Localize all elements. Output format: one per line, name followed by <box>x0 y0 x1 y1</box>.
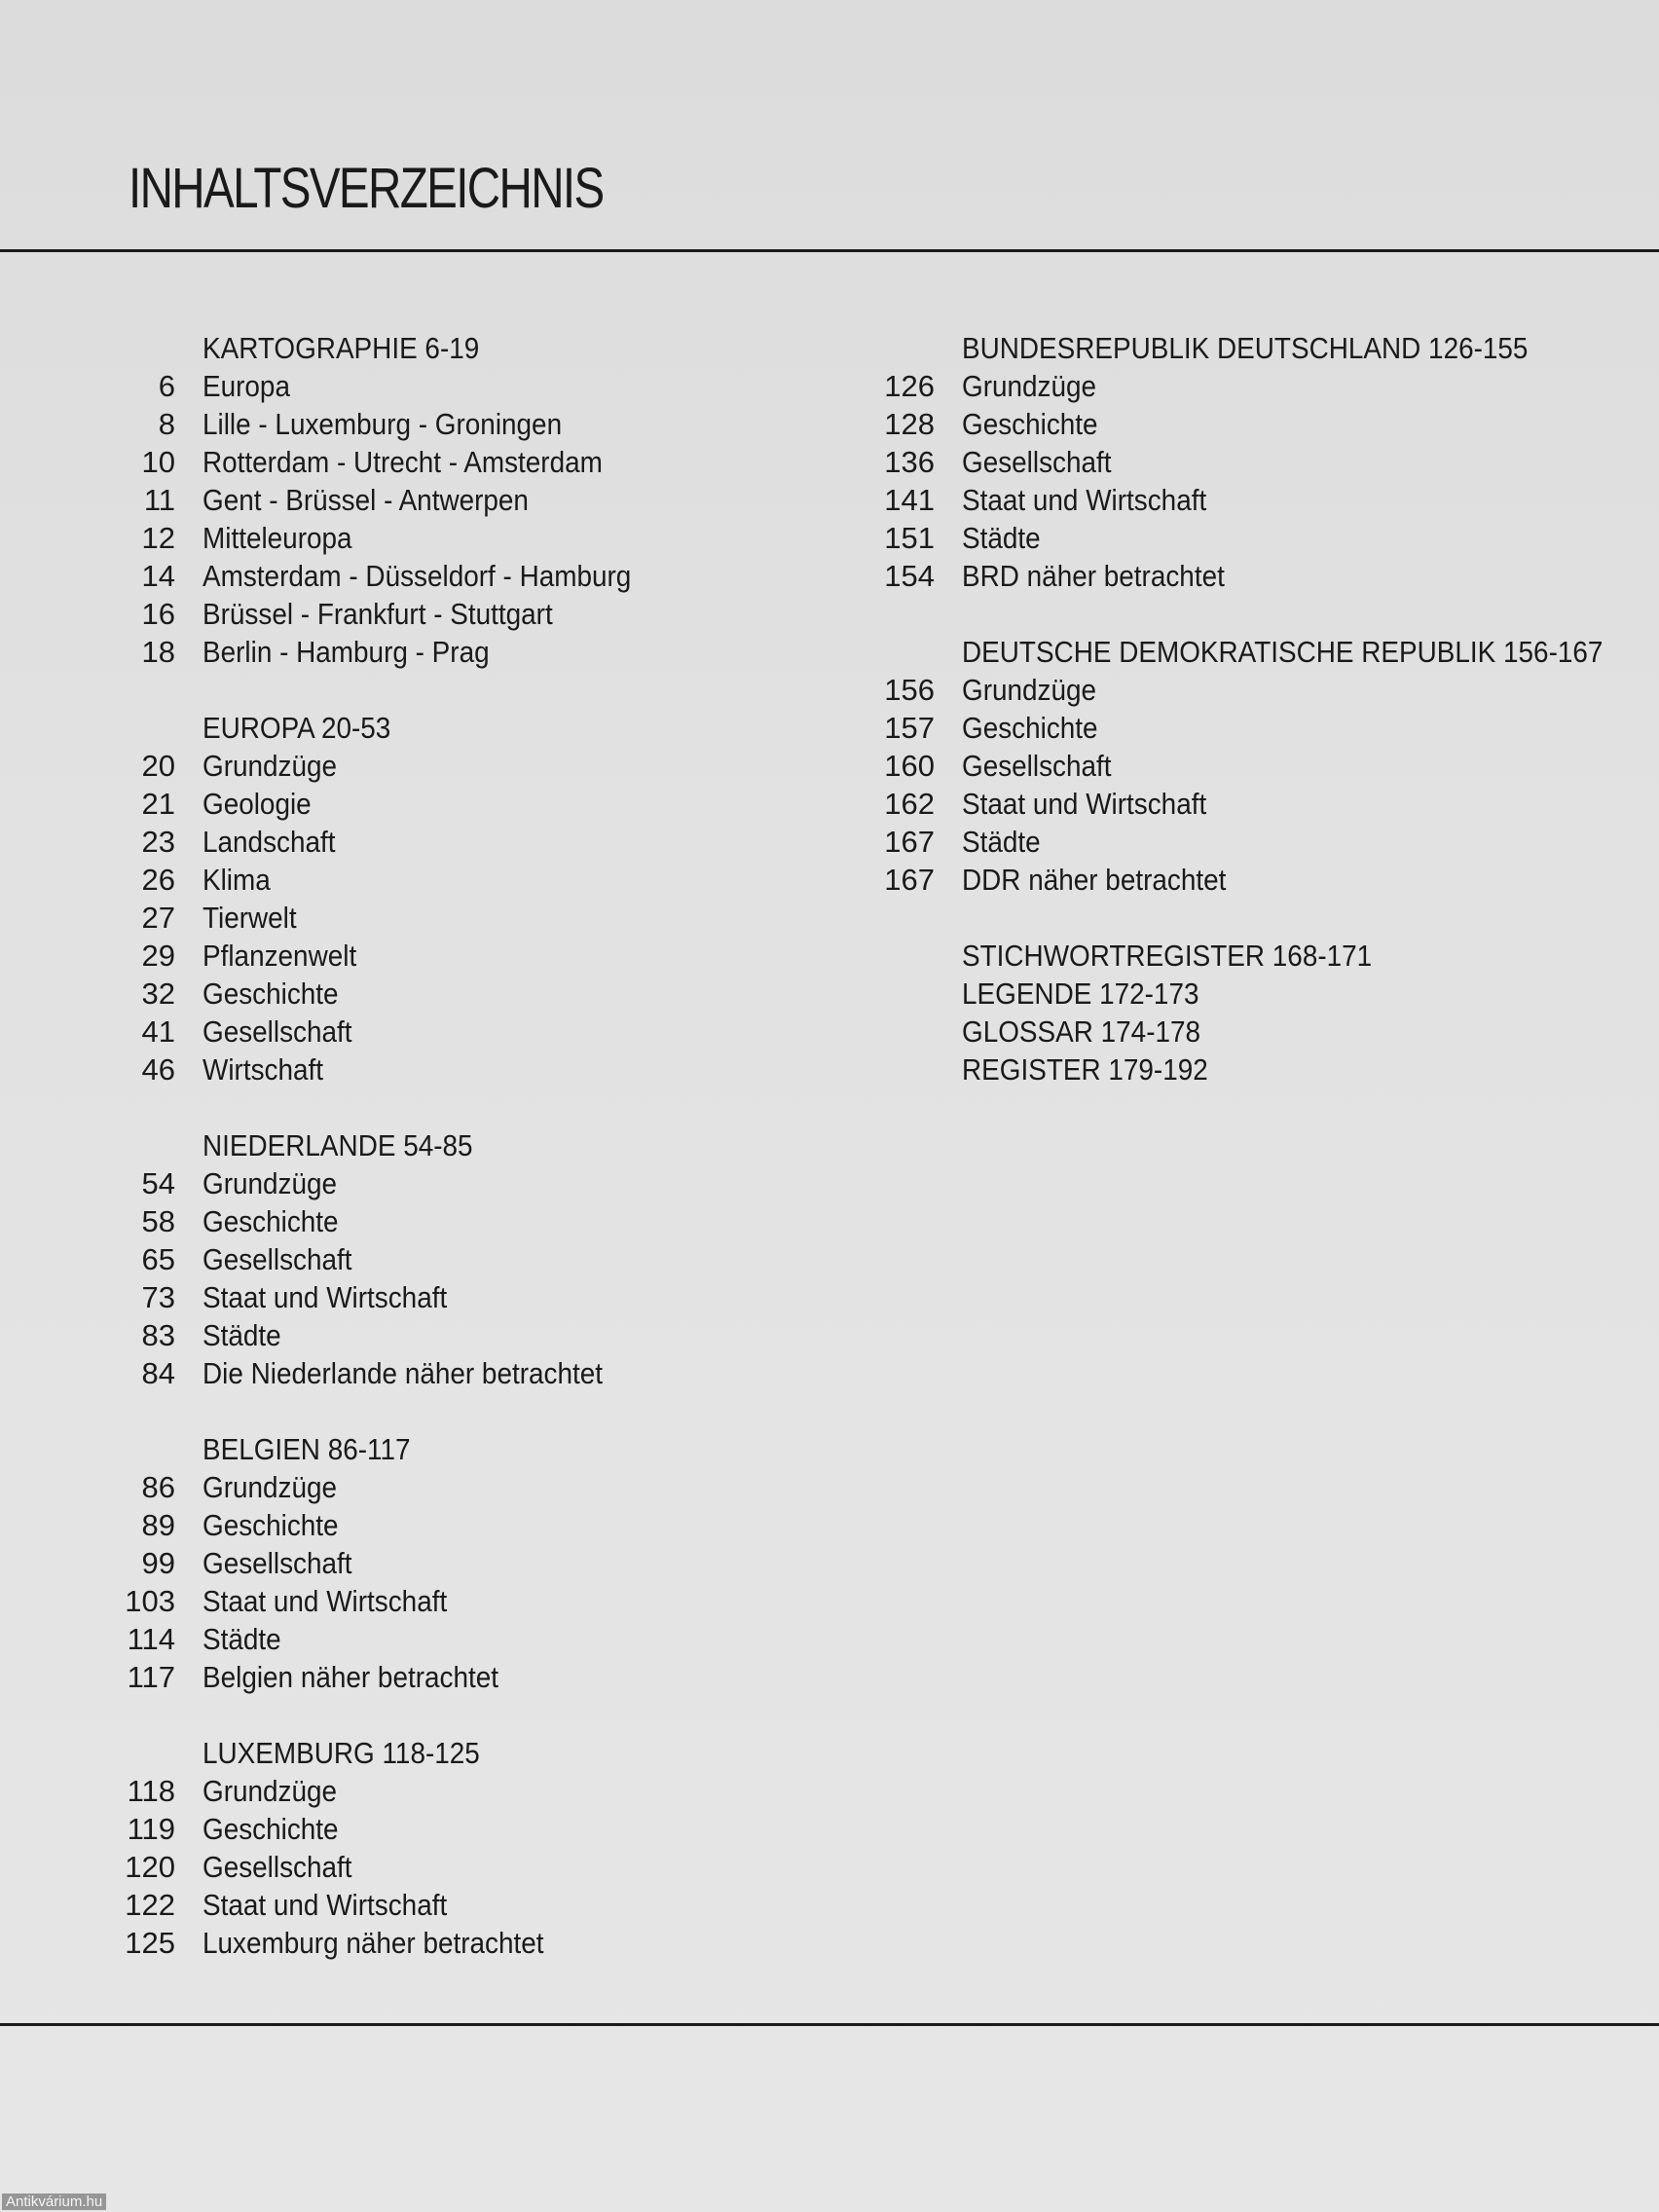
section-heading: EUROPA 20-53 <box>203 711 391 745</box>
entry-page-number: 6 <box>158 369 175 403</box>
toc-entry <box>88 1582 828 1620</box>
entry-page-number: 125 <box>125 1926 175 1960</box>
toc-section <box>88 709 828 1088</box>
entry-label: Gesellschaft <box>203 1014 352 1049</box>
entry-page-number: 126 <box>884 369 935 403</box>
entry-label: Geschichte <box>962 407 1098 441</box>
toc-section <box>88 1734 828 1962</box>
toc-entry <box>88 367 828 405</box>
toc-entry <box>88 1772 828 1810</box>
appendix-heading: STICHWORTREGISTER 168-171 <box>962 939 1373 973</box>
entry-label: Klima <box>203 863 271 897</box>
entry-label: Mitteleuropa <box>203 521 352 555</box>
entry-page-number: 20 <box>141 749 175 783</box>
toc-entry <box>88 861 828 899</box>
entry-page-number: 151 <box>884 521 935 555</box>
toc-entry <box>88 1316 828 1354</box>
toc-section <box>88 1430 828 1696</box>
toc-left-column <box>88 329 828 2000</box>
entry-label: Städte <box>203 1318 281 1352</box>
entry-page-number: 83 <box>141 1318 175 1352</box>
toc-entry <box>88 1886 828 1924</box>
top-divider <box>0 249 1659 252</box>
appendix-heading: REGISTER 179-192 <box>962 1052 1208 1087</box>
toc-entry <box>88 1202 828 1240</box>
entry-label: Geschichte <box>203 977 339 1011</box>
toc-entry <box>88 1051 828 1088</box>
section-heading: NIEDERLANDE 54-85 <box>203 1128 473 1162</box>
toc-entry <box>88 1544 828 1582</box>
entry-page-number: 54 <box>141 1166 175 1200</box>
entry-label: Luxemburg näher betrachtet <box>203 1926 544 1960</box>
page-title: INHALTSVERZEICHNIS <box>129 157 604 220</box>
entry-label: Gesellschaft <box>203 1242 352 1276</box>
entry-label: Gesellschaft <box>962 445 1112 479</box>
entry-label: Staat und Wirtschaft <box>203 1584 448 1618</box>
section-heading: LUXEMBURG 118-125 <box>203 1736 480 1770</box>
bottom-divider <box>0 2023 1659 2026</box>
entry-page-number: 32 <box>141 977 175 1011</box>
entry-label: Lille - Luxemburg - Groningen <box>203 407 563 441</box>
entry-label: Amsterdam - Düsseldorf - Hamburg <box>203 559 632 593</box>
entry-label: Brüssel - Frankfurt - Stuttgart <box>203 597 553 631</box>
entry-page-number: 157 <box>884 711 935 745</box>
toc-entry <box>88 823 828 861</box>
toc-entry <box>88 1013 828 1051</box>
toc-entry <box>88 1354 828 1392</box>
toc-section <box>847 633 1645 899</box>
entry-label: Geologie <box>203 787 312 821</box>
entry-label: Grundzüge <box>203 749 338 783</box>
toc-entry <box>88 1848 828 1886</box>
toc-entry <box>88 747 828 785</box>
section-heading: DEUTSCHE DEMOKRATISCHE REPUBLIK 156-167 <box>962 635 1604 669</box>
entry-page-number: 41 <box>141 1014 175 1049</box>
entry-page-number: 58 <box>141 1204 175 1238</box>
entry-label: Geschichte <box>962 711 1098 745</box>
appendix-heading: GLOSSAR 174-178 <box>962 1014 1201 1049</box>
entry-label: Gesellschaft <box>203 1850 352 1884</box>
watermark: Antikvárium.hu <box>2 2194 106 2210</box>
entry-label: Pflanzenwelt <box>203 939 357 973</box>
toc-entry <box>88 1658 828 1696</box>
entry-page-number: 162 <box>884 787 935 821</box>
entry-page-number: 156 <box>884 673 935 707</box>
entry-page-number: 119 <box>127 1812 175 1846</box>
entry-page-number: 16 <box>141 597 175 631</box>
toc-entry <box>88 1924 828 1962</box>
entry-label: Geschichte <box>203 1812 339 1846</box>
entry-page-number: 117 <box>127 1660 175 1694</box>
toc-entry <box>88 1620 828 1658</box>
entry-label: DDR näher betrachtet <box>962 863 1227 897</box>
section-heading: BUNDESREPUBLIK DEUTSCHLAND 126-155 <box>962 331 1529 365</box>
toc-entry <box>88 1506 828 1544</box>
entry-page-number: 99 <box>141 1546 175 1580</box>
toc-entry <box>88 1240 828 1278</box>
toc-entry <box>847 861 1645 899</box>
entry-page-number: 18 <box>141 635 175 669</box>
toc-entry <box>88 785 828 823</box>
entry-page-number: 120 <box>125 1850 175 1884</box>
toc-entry <box>88 937 828 975</box>
toc-entry <box>88 405 828 443</box>
entry-page-number: 167 <box>884 825 935 859</box>
entry-label: Landschaft <box>203 825 336 859</box>
toc-entry <box>847 443 1645 481</box>
entry-page-number: 167 <box>884 863 935 897</box>
entry-label: Städte <box>962 825 1041 859</box>
entry-label: Europa <box>203 369 290 403</box>
toc-entry <box>88 1810 828 1848</box>
entry-label: Belgien näher betrachtet <box>203 1660 499 1694</box>
toc-entry <box>88 481 828 519</box>
toc-entry <box>847 785 1645 823</box>
entry-page-number: 128 <box>884 407 935 441</box>
entry-page-number: 118 <box>127 1774 175 1808</box>
entry-page-number: 103 <box>125 1584 175 1618</box>
toc-right-column <box>847 329 1645 1126</box>
entry-page-number: 23 <box>141 825 175 859</box>
entry-page-number: 46 <box>141 1052 175 1087</box>
toc-entry <box>847 405 1645 443</box>
entry-page-number: 141 <box>884 483 935 517</box>
toc-entry <box>88 899 828 937</box>
entry-page-number: 65 <box>141 1242 175 1276</box>
entry-page-number: 114 <box>127 1622 175 1656</box>
toc-entry <box>847 557 1645 595</box>
toc-entry <box>88 1278 828 1316</box>
entry-page-number: 12 <box>141 521 175 555</box>
section-heading: KARTOGRAPHIE 6-19 <box>203 331 480 365</box>
entry-page-number: 26 <box>141 863 175 897</box>
entry-page-number: 136 <box>884 445 935 479</box>
entry-page-number: 14 <box>141 559 175 593</box>
entry-label: Grundzüge <box>203 1470 338 1504</box>
entry-page-number: 10 <box>141 445 175 479</box>
toc-entry <box>847 671 1645 709</box>
toc-section <box>847 329 1645 595</box>
entry-label: Grundzüge <box>203 1166 338 1200</box>
toc-section-appendix <box>847 937 1645 1088</box>
entry-label: Grundzüge <box>203 1774 338 1808</box>
entry-label: Staat und Wirtschaft <box>203 1888 448 1922</box>
appendix-heading: LEGENDE 172-173 <box>962 977 1199 1011</box>
toc-entry <box>847 709 1645 747</box>
section-heading: BELGIEN 86-117 <box>203 1432 411 1466</box>
entry-label: Gent - Brüssel - Antwerpen <box>203 483 529 517</box>
entry-page-number: 122 <box>125 1888 175 1922</box>
entry-page-number: 8 <box>158 407 175 441</box>
toc-entry <box>847 481 1645 519</box>
entry-label: Die Niederlande näher betrachtet <box>203 1356 604 1390</box>
entry-label: Berlin - Hamburg - Prag <box>203 635 490 669</box>
toc-entry <box>88 443 828 481</box>
entry-label: Staat und Wirtschaft <box>962 483 1207 517</box>
entry-page-number: 154 <box>884 559 935 593</box>
toc-entry <box>847 823 1645 861</box>
entry-page-number: 27 <box>141 901 175 935</box>
entry-label: Rotterdam - Utrecht - Amsterdam <box>203 445 603 479</box>
entry-label: BRD näher betrachtet <box>962 559 1225 593</box>
entry-label: Grundzüge <box>962 673 1097 707</box>
toc-entry <box>88 975 828 1013</box>
entry-label: Städte <box>962 521 1041 555</box>
entry-page-number: 160 <box>884 749 935 783</box>
entry-page-number: 73 <box>141 1280 175 1314</box>
entry-label: Wirtschaft <box>203 1052 324 1087</box>
toc-section <box>88 329 828 671</box>
entry-label: Geschichte <box>203 1508 339 1542</box>
toc-entry <box>88 557 828 595</box>
entry-label: Gesellschaft <box>962 749 1112 783</box>
toc-entry <box>88 633 828 671</box>
entry-page-number: 86 <box>141 1470 175 1504</box>
toc-entry <box>88 1164 828 1202</box>
entry-page-number: 29 <box>141 939 175 973</box>
toc-entry <box>88 1468 828 1506</box>
entry-page-number: 84 <box>141 1356 175 1390</box>
entry-label: Gesellschaft <box>203 1546 352 1580</box>
entry-page-number: 89 <box>141 1508 175 1542</box>
entry-label: Geschichte <box>203 1204 339 1238</box>
toc-entry <box>88 519 828 557</box>
entry-label: Tierwelt <box>203 901 297 935</box>
entry-label: Städte <box>203 1622 281 1656</box>
toc-entry <box>847 519 1645 557</box>
entry-label: Staat und Wirtschaft <box>962 787 1207 821</box>
toc-entry <box>847 747 1645 785</box>
entry-label: Grundzüge <box>962 369 1097 403</box>
entry-label: Staat und Wirtschaft <box>203 1280 448 1314</box>
toc-entry <box>88 595 828 633</box>
toc-section <box>88 1126 828 1392</box>
toc-entry <box>847 367 1645 405</box>
entry-page-number: 11 <box>143 483 175 517</box>
entry-page-number: 21 <box>141 787 175 821</box>
